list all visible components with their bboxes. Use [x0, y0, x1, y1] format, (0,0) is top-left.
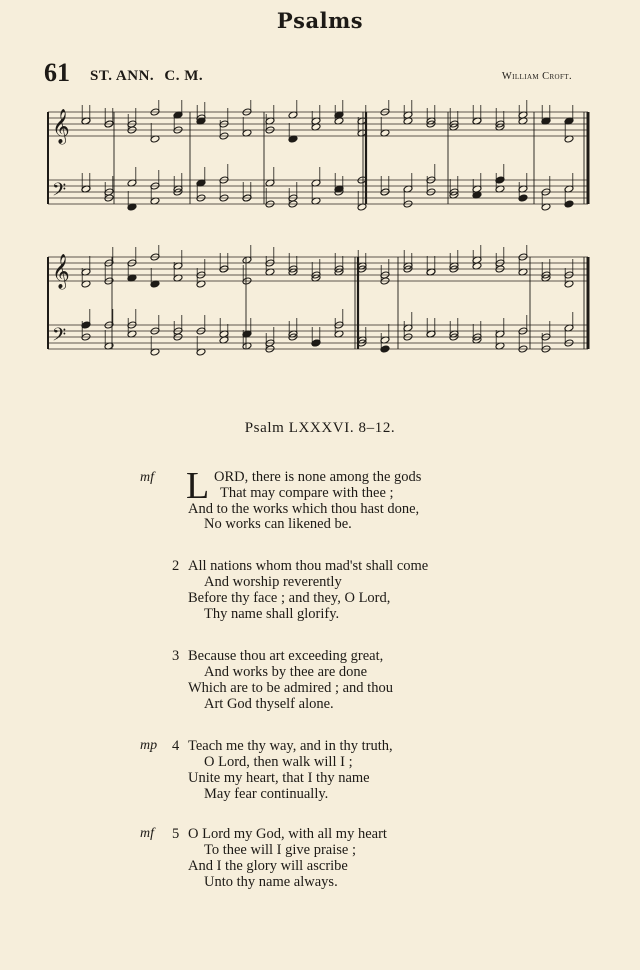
verse-line: And works by thee are done: [204, 664, 368, 680]
verse-line: O Lord my God, with all my heart: [188, 826, 387, 842]
verse-line: No works can likened be.: [204, 516, 352, 532]
verse-line: Unite my heart, that I thy name: [188, 770, 370, 786]
verse-line: All nations whom thou mad'st shall come: [188, 558, 429, 574]
dynamic-marking: mf: [140, 826, 154, 841]
verse-line: May fear continually.: [204, 786, 329, 802]
tune-meter: C. M.: [164, 68, 204, 84]
verse-line: Which are to be admired ; and thou: [188, 680, 393, 696]
running-head: Psalms: [276, 8, 364, 33]
verse-line: That may compare with thee ;: [220, 485, 394, 501]
dynamic-marking: mf: [140, 470, 154, 485]
verse-line: Unto thy name always.: [204, 874, 338, 890]
drop-capital: L: [186, 465, 210, 507]
verse-line: And worship reverently: [204, 574, 342, 590]
verse-line: To thee will I give praise ;: [204, 842, 356, 858]
verse-line: Before thy face ; and they, O Lord,: [188, 590, 391, 606]
treble-clef-icon: 𝄞: [52, 254, 70, 289]
verse-line: Thy name shall glorify.: [204, 606, 340, 622]
dynamic-marking: mp: [140, 738, 158, 753]
treble-clef-icon: 𝄞: [52, 109, 70, 144]
stanza-number: 5: [172, 826, 180, 842]
hymn-number: 61: [44, 58, 70, 87]
stanza-number: 3: [172, 648, 180, 664]
verse-line: And I the glory will ascribe: [188, 858, 348, 874]
composer: William Croft.: [501, 71, 572, 82]
stanza-number: 2: [172, 558, 180, 574]
tune-title: ST. ANN.: [90, 68, 155, 84]
verse-line: Art God thyself alone.: [204, 696, 334, 712]
verse-line: Teach me thy way, and in thy truth,: [188, 738, 393, 754]
verse-line: And to the works which thou hast done,: [188, 501, 420, 517]
bass-clef-icon: 𝄢: [52, 180, 67, 205]
stanza-number: 4: [172, 738, 180, 754]
verse-line: Because thou art exceeding great,: [188, 648, 384, 664]
psalm-heading: Psalm LXXXVI. 8–12.: [244, 420, 396, 436]
verse-line: O Lord, then walk will I ;: [204, 754, 353, 770]
bass-clef-icon: 𝄢: [52, 325, 67, 350]
verse-line: ORD, there is none among the gods: [214, 469, 422, 485]
